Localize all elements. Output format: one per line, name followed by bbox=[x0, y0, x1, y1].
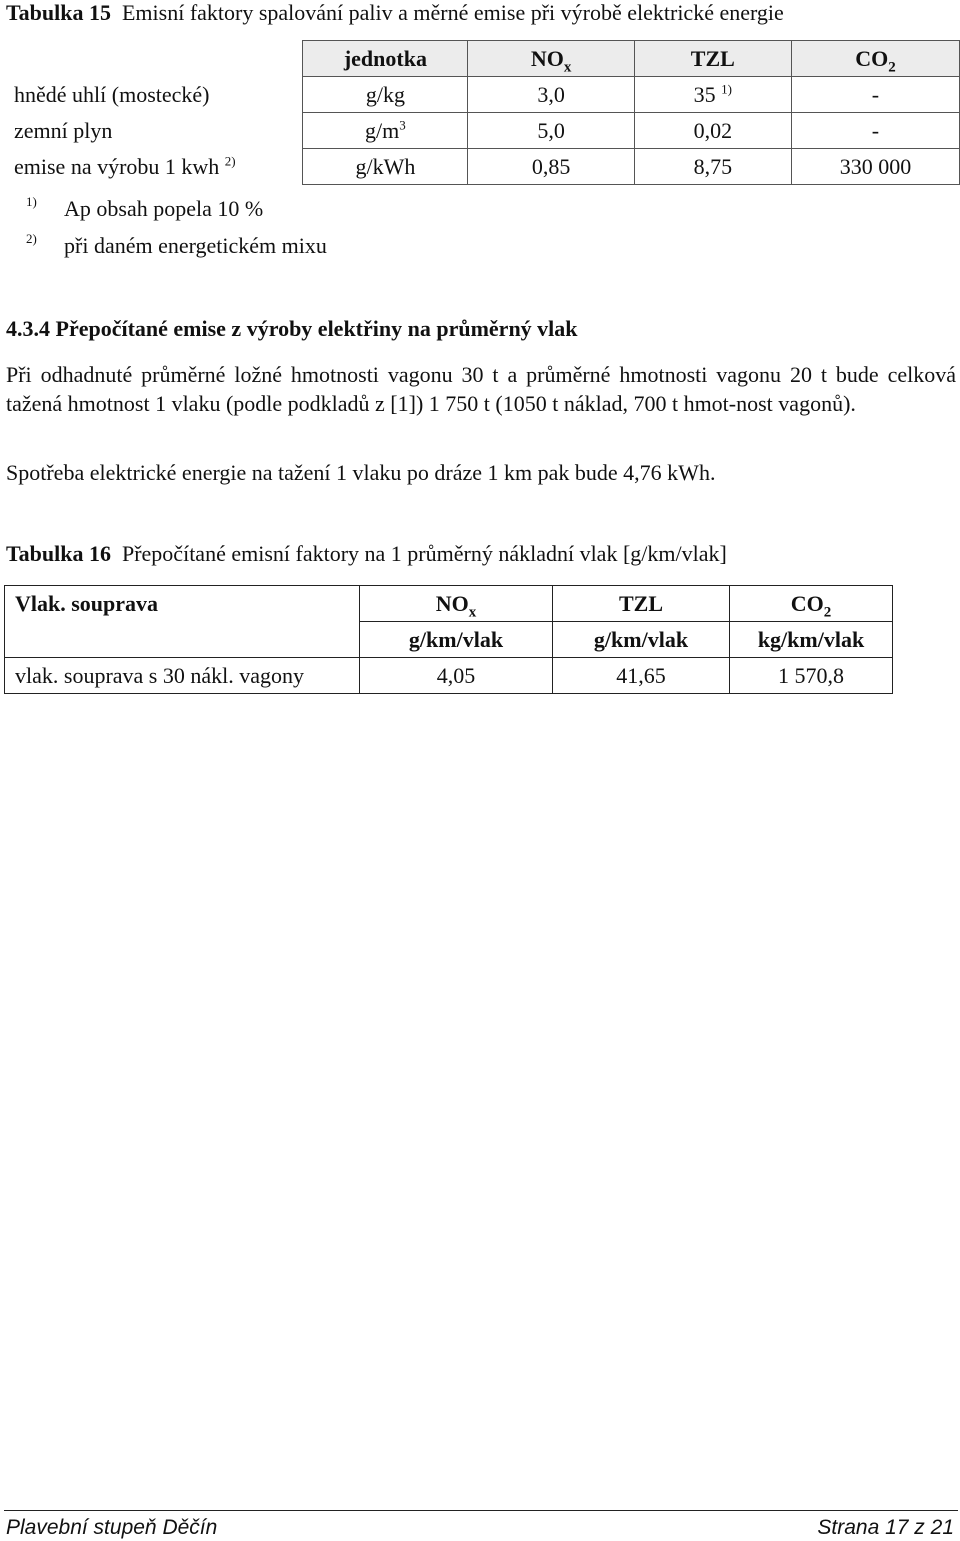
footnote-mark: 2) bbox=[26, 231, 37, 246]
table16-units-row bbox=[5, 622, 893, 658]
table16-caption-label: Tabulka 16 bbox=[6, 541, 111, 566]
table-row bbox=[4, 113, 960, 149]
table15-caption-label: Tabulka 15 bbox=[6, 0, 111, 25]
row-tzl: 41,65 bbox=[553, 658, 730, 694]
row-unit: g/kWh bbox=[303, 149, 468, 185]
table-row bbox=[4, 77, 960, 113]
unit-nox: g/km/vlak bbox=[360, 622, 553, 658]
footer-page-number: Strana 17 z 21 bbox=[817, 1516, 954, 1539]
table15-header-nox bbox=[468, 41, 634, 77]
row-tzl: 8,75 bbox=[634, 149, 791, 185]
co2-subscript: 2 bbox=[823, 603, 832, 620]
co2-subscript: 2 bbox=[888, 58, 896, 75]
footer-document-title: Plavební stupeň Děčín bbox=[6, 1516, 218, 1539]
tzl-footnote-mark: 1) bbox=[721, 81, 732, 97]
table15-header-row bbox=[4, 41, 960, 77]
table15-header-empty bbox=[4, 41, 303, 77]
row-nox: 0,85 bbox=[468, 149, 634, 185]
footer-divider bbox=[4, 1510, 958, 1511]
row-nox: 4,05 bbox=[360, 658, 553, 694]
table-row bbox=[4, 149, 960, 185]
row-co2: - bbox=[791, 77, 959, 113]
row-nox: 3,0 bbox=[468, 77, 634, 113]
footnote-1 bbox=[26, 196, 263, 222]
table15-caption-text: Emisní faktory spalování paliv a měrné emise při výrobě elektrické energie bbox=[121, 0, 784, 25]
row-name: vlak. souprava s 30 nákl. vagony bbox=[5, 658, 360, 694]
row-nox: 5,0 bbox=[468, 113, 634, 149]
co2-text: CO bbox=[855, 45, 889, 71]
footnote-mark: 1) bbox=[26, 194, 37, 209]
row-name: hnědé uhlí (mostecké) bbox=[4, 77, 303, 113]
row-unit: g/kg bbox=[303, 77, 468, 113]
table16-caption bbox=[6, 541, 727, 567]
footnote-text: Ap obsah popela 10 % bbox=[64, 196, 264, 221]
row-tzl: 35 $^{1)}$ bbox=[634, 77, 791, 113]
row-co2: 1 570,8 bbox=[730, 658, 893, 694]
table16-header-tzl: TZL bbox=[553, 586, 730, 622]
unit-co2: kg/km/vlak bbox=[730, 622, 893, 658]
table16-header-co2: $CO_2$ bbox=[730, 586, 893, 622]
table16-header-name: Vlak. souprava bbox=[5, 586, 360, 622]
row-unit: $g/m^3$ bbox=[303, 113, 468, 149]
row-co2: - bbox=[791, 113, 959, 149]
section-heading: 4.3.4 Přepočítané emise z výroby elektřiny na průměrný vlak bbox=[6, 316, 578, 341]
table15 bbox=[4, 40, 960, 185]
nox-text: NO bbox=[530, 45, 564, 71]
footnote-text: při daném energetickém mixu bbox=[64, 233, 327, 258]
table16-units-empty bbox=[5, 622, 360, 658]
footnote-2 bbox=[26, 233, 327, 259]
unit-superscript: 3 bbox=[399, 117, 406, 133]
row-tzl: 0,02 bbox=[634, 113, 791, 149]
table-row bbox=[5, 658, 893, 694]
nox-subscript: x bbox=[563, 58, 572, 75]
paragraph-2: Spotřeba elektrické energie na tažení 1 vlaku po dráze 1 km pak bude 4,76 kWh. bbox=[6, 460, 716, 485]
table15-header-unit: jednotka bbox=[303, 41, 468, 77]
table16 bbox=[4, 585, 893, 694]
row-name: emise na výrobu 1 kwh $^{2)}$ bbox=[4, 149, 303, 185]
unit-tzl: g/km/vlak bbox=[553, 622, 730, 658]
nox-subscript: x bbox=[468, 603, 477, 620]
row-co2: 330 000 bbox=[791, 149, 959, 185]
table15-header-co2 bbox=[791, 41, 959, 77]
table15-caption bbox=[6, 0, 784, 26]
table15-header-tzl: TZL bbox=[634, 41, 791, 77]
table16-caption-text: Přepočítané emisní faktory na 1 průměrný nákladní vlak [g/km/vlak] bbox=[121, 541, 727, 566]
table16-header-nox: $NO_x$ bbox=[360, 586, 553, 622]
name-footnote-mark: 2) bbox=[224, 153, 236, 169]
table16-header-row bbox=[5, 586, 893, 622]
row-name: zemní plyn bbox=[4, 113, 303, 149]
paragraph-1: Při odhadnuté průměrné ložné hmotnosti vagonu 30 t a průměrné hmotnosti vagonu 20 t bude celková tažená hmotnost 1 vlaku (podle podkladů z [1]) 1 750 t (1050 t náklad, 700 t hmot-nost vagonů). bbox=[6, 362, 956, 416]
